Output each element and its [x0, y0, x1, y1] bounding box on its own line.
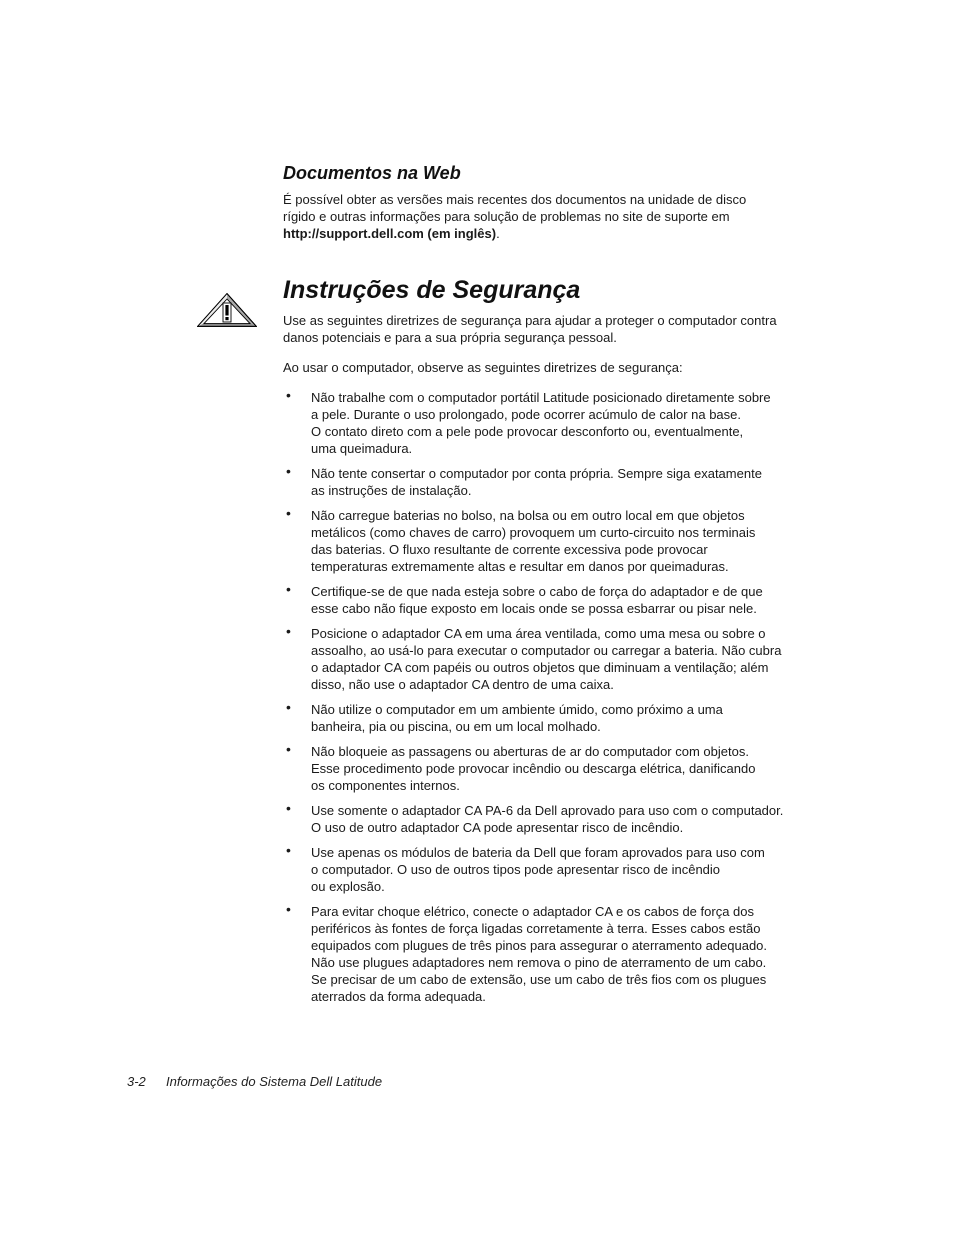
guideline-item	[286, 901, 871, 1005]
bullet-marker: •	[286, 699, 291, 715]
bullet-marker: •	[286, 463, 291, 479]
guideline-item	[286, 463, 871, 499]
bullet-marker: •	[286, 581, 291, 597]
guideline-text: Posicione o adaptador CA em uma área ventilada, como uma mesa ou sobre o assoalho, ao usá-lo para executar o computador ou carregar a bateria. Não cubra o adaptador CA com papéis ou outros objetos que diminuam a ventilação; além disso, não use o adaptador CA dentro de uma caixa.	[311, 626, 782, 692]
link-suffix: .	[496, 226, 500, 241]
guideline-item	[286, 699, 871, 735]
guideline-text: Não carregue baterias no bolso, na bolsa ou em outro local em que objetos metálicos (como chaves de carro) provoquem um curto-circuito nos terminais das baterias. O fluxo resultante de corrente excessiva pode provocar temperaturas extremamente altas e resultar em danos por queimaduras.	[311, 508, 756, 574]
guideline-item	[286, 505, 871, 575]
footer-title: Informações do Sistema Dell Latitude	[166, 1074, 383, 1089]
guideline-text: Não trabalhe com o computador portátil Latitude posicionado diretamente sobre a pele. Durante o uso prolongado, pode ocorrer acúmulo de calor na base. O contato direto com a pele pode provocar desconforto ou, eventualmente, uma queimadura.	[311, 390, 771, 456]
guideline-text: Certifique-se de que nada esteja sobre o cabo de força do adaptador e de que esse cabo não fique exposto em locais onde se possa esbarrar ou pisar nele.	[311, 584, 763, 616]
bullet-marker: •	[286, 741, 291, 757]
guideline-item	[286, 387, 871, 457]
safety-guidelines-list	[286, 387, 871, 1005]
page-footer	[127, 1073, 527, 1091]
guideline-item	[286, 623, 871, 693]
guideline-text: Para evitar choque elétrico, conecte o adaptador CA e os cabos de força dos periféricos às fontes de força ligadas corretamente à terra. Esses cabos estão equipados com plugues de três pinos para assegurar o aterramento adequado. Não use plugues adaptadores nem remova o pino de aterramento de um cabo. Se precisar de um cabo de extensão, use um cabo de três fios com os plugues aterrados da forma adequada.	[311, 904, 768, 1004]
guideline-item	[286, 800, 871, 836]
safety-lead-paragraph: Ao usar o computador, observe as seguintes diretrizes de segurança:	[283, 360, 683, 375]
guideline-item	[286, 842, 871, 895]
guideline-text: Não tente consertar o computador por conta própria. Sempre siga exatamente as instruções de instalação.	[311, 466, 762, 498]
guideline-text: Não utilize o computador em um ambiente úmido, como próximo a uma banheira, pia ou piscina, ou em um local molhado.	[311, 702, 723, 734]
guideline-text: Use apenas os módulos de bateria da Dell que foram aprovados para uso com o computador. O uso de outros tipos pode apresentar risco de incêndio ou explosão.	[311, 845, 765, 894]
bullet-marker: •	[286, 842, 291, 858]
bullet-marker: •	[286, 505, 291, 521]
web-docs-heading: Documentos na Web	[283, 163, 461, 183]
guideline-item	[286, 581, 871, 617]
bullet-marker: •	[286, 800, 291, 816]
warning-caution-icon	[197, 293, 257, 327]
safety-instructions-heading: Instruções de Segurança	[283, 276, 581, 304]
web-docs-paragraph	[283, 191, 843, 242]
bullet-marker: •	[286, 387, 291, 403]
bullet-marker: •	[286, 901, 291, 917]
safety-intro-paragraph: Use as seguintes diretrizes de segurança para ajudar a proteger o computador contra danos potenciais e para a sua própria segurança pessoal.	[283, 313, 777, 345]
guideline-text: Use somente o adaptador CA PA-6 da Dell aprovado para uso com o computador. O uso de outro adaptador CA pode apresentar risco de incêndio.	[311, 803, 784, 835]
page-number: 3-2	[127, 1074, 146, 1089]
bullet-marker: •	[286, 623, 291, 639]
web-docs-intro-text: É possível obter as versões mais recentes dos documentos na unidade de disco rígido e outras informações para solução de problemas no site de suporte em	[283, 192, 747, 224]
support-site-link-text: http://support.dell.com (em inglês)	[283, 226, 497, 241]
guideline-text: Não bloqueie as passagens ou aberturas de ar do computador com objetos. Esse procedimento pode provocar incêndio ou descarga elétrica, danificando os componentes internos.	[311, 744, 756, 793]
guideline-item	[286, 741, 871, 794]
